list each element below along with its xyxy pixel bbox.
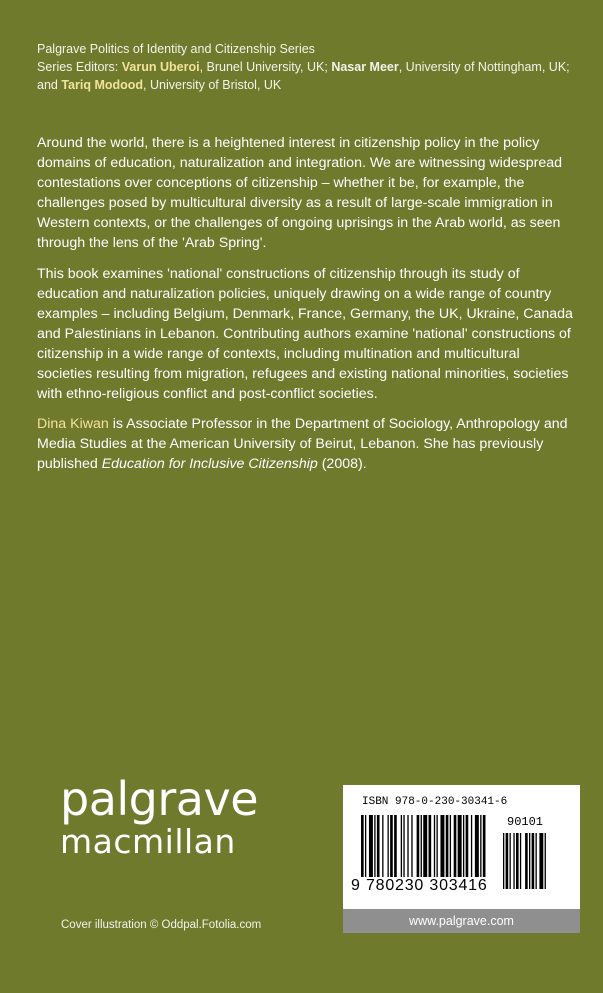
barcode-bar	[377, 815, 380, 877]
barcode-bar	[365, 815, 366, 877]
editor-name: Tariq Modood	[61, 78, 144, 92]
book-title: Education for Inclusive Citizenship	[101, 456, 318, 472]
editor-name: Nasar Meer	[331, 60, 399, 74]
barcode-digits: 9 780230 303416	[351, 877, 488, 894]
editor-affiliation: , Brunel University, UK;	[199, 60, 332, 74]
addon-barcode	[503, 833, 563, 889]
barcode-bar	[421, 815, 422, 877]
addon-bar	[532, 833, 535, 889]
isbn-label: ISBN 978-0-230-30341-6	[362, 796, 508, 808]
publisher-logo	[60, 772, 258, 862]
author-name: Dina Kiwan	[37, 416, 109, 432]
addon-bar	[503, 833, 504, 889]
addon-bar	[529, 833, 530, 889]
logo-line-1: palgrave	[60, 772, 258, 826]
barcode-bar	[458, 815, 462, 877]
barcode-bar	[401, 815, 402, 877]
barcode-bar	[407, 815, 408, 877]
barcode-bar	[471, 815, 472, 877]
addon-bar	[510, 833, 511, 889]
cover-credit: Cover illustration © Oddpal.Fotolia.com	[61, 919, 262, 931]
editor-affiliation: , University of Bristol, UK	[143, 78, 282, 92]
barcode-addon-number: 90101	[507, 815, 544, 829]
addon-bar	[539, 833, 543, 889]
blurb-paragraph: Around the world, there is a heightened interest in citizenship policy in the policy domains of education, naturalization and integration. We are witnessing widespread contestations over conceptions of citizenship – whether it be, for example, the challenges posed by multicultural diversity as a result of large-scale immigration in Western contexts, or the challenges of ongoing uprisings in the Arab world, as seen through the lens of the 'Arab Spring'.	[37, 135, 562, 251]
barcode-bar	[382, 815, 383, 877]
addon-bar	[525, 833, 528, 889]
blurb-paragraph: This book examines 'national' constructions of citizenship through its study of education and naturalization policies, uniquely drawing on a wide range of country examples – including Belgium, Denmark, France, Germany, the UK, Ukraine, Canada and Palestinians in Lebanon. Contributing authors examine 'national' constructions of citizenship in a wide range of contexts, including multination and multicultural societies resulting from migration, refugees and existing national minorities, societies with ethno-religious conflict and post-conflict societies.	[37, 266, 573, 402]
author-bio-text: is Associate Professor in the Department of Sociology, Anthropology and Media Studies at the American University of Beirut, Lebanon. She has previously published	[37, 416, 568, 472]
barcode-bar	[450, 815, 451, 877]
series-editors	[37, 58, 587, 76]
barcode-bar	[454, 815, 457, 877]
book-year: (2008).	[317, 456, 367, 472]
addon-bar	[520, 833, 521, 889]
barcode-bar	[403, 815, 404, 877]
barcode-bar	[434, 815, 435, 877]
barcode-bar	[361, 815, 364, 877]
barcode-bar	[374, 815, 375, 877]
addon-bar	[506, 833, 509, 889]
editor-affiliation: , University of Nottingham, UK;	[398, 60, 570, 74]
barcode-bar	[483, 815, 486, 877]
series-title: Palgrave Politics of Identity and Citizenship Series	[37, 42, 315, 56]
addon-bar	[516, 833, 519, 889]
publisher-website: www.palgrave.com	[343, 909, 580, 933]
series-info	[37, 40, 587, 94]
series-editors-cont	[37, 76, 587, 94]
addon-bar	[536, 833, 537, 889]
author-bio	[37, 414, 577, 474]
barcode-bar	[480, 815, 481, 877]
barcode-bar	[463, 815, 464, 877]
addon-bar	[513, 833, 514, 889]
addon-bar	[545, 833, 546, 889]
editors-prefix: Series Editors:	[37, 60, 122, 74]
barcode-bar	[440, 815, 444, 877]
barcode-bar	[417, 815, 420, 877]
barcode-bar	[466, 815, 469, 877]
editor-name: Varun Uberoi	[121, 60, 200, 74]
barcode-bar	[394, 815, 397, 877]
barcode-bar	[390, 815, 393, 877]
logo-line-2: macmillan	[60, 822, 236, 861]
editors-and: and	[37, 78, 62, 92]
barcode-bar	[475, 815, 479, 877]
barcode-bar	[369, 815, 373, 877]
barcode-panel	[343, 785, 580, 933]
barcode-bar	[446, 815, 449, 877]
barcode-bar	[436, 815, 437, 877]
barcode-bar	[411, 815, 412, 877]
ean-barcode	[361, 815, 521, 877]
barcode-bar	[423, 815, 427, 877]
barcode-bar	[387, 815, 388, 877]
barcode-bar	[429, 815, 432, 877]
